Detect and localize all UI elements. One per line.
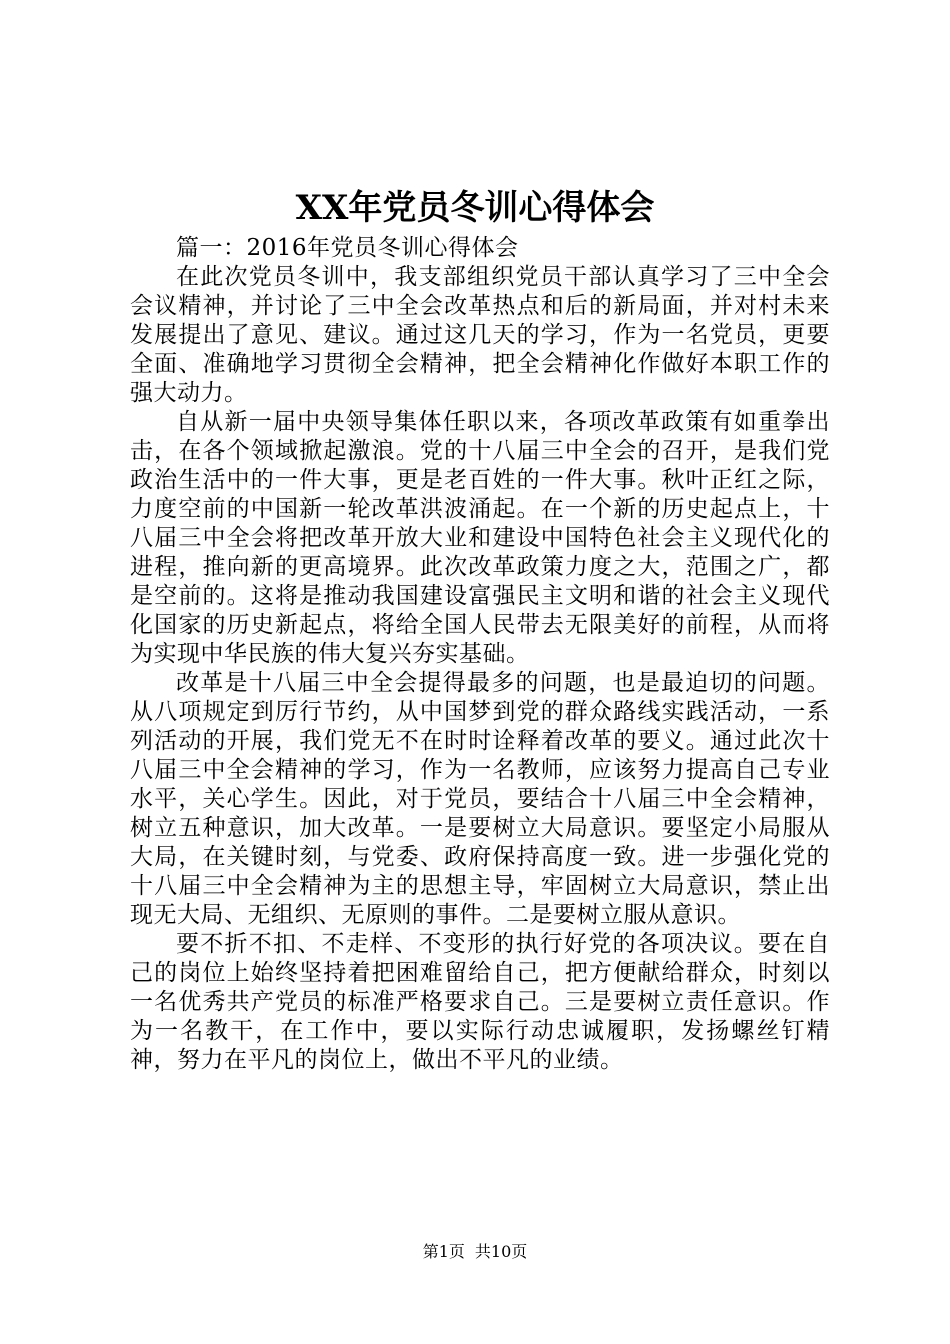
paragraph: 自从新一届中央领导集体任职以来，各项改革政策有如重拳出击，在各个领域掀起激浪。党的十八届三中全会的召开，是我们党政治生活中的一件大事，更是老百姓的一件大事。秋叶正红之际，力度空前的中国新一轮改革洪波涌起。在一个新的历史起点上，十八届三中全会将把改革开放大业和建设中国特色社会主义现代化的进程，推向新的更高境界。此次改革政策力度之大，范围之广，都是空前的。这将是推动我国建设富强民主文明和谐的社会主义现代化国家的历史新起点，将给全国人民带去无限美好的前程，从而将为实现中华民族的伟大复兴夯实基础。 <box>130 409 830 667</box>
page-footer <box>0 1241 950 1263</box>
page-number: 第1页 <box>422 1242 465 1261</box>
paragraph: 改革是十八届三中全会提得最多的问题，也是最迫切的问题。从八项规定到厉行节约，从中国梦到党的群众路线实践活动，一系列活动的开展，我们党无不在时时诠释着改革的要义。通过此次十八届三中全会精神的学习，作为一名教师，应该努力提高自己专业水平，关心学生。因此，对于党员，要结合十八届三中全会精神，树立五种意识，加大改革。一是要树立大局意识。要坚定小局服从大局，在关键时刻，与党委、政府保持高度一致。进一步强化党的十八届三中全会精神为主的思想主导，牢固树立大局意识，禁止出现无大局、无组织、无原则的事件。二是要树立服从意识。 <box>130 670 830 928</box>
page-title: XX年党员冬训心得体会 <box>295 188 655 228</box>
paragraph: 在此次党员冬训中，我支部组织党员干部认真学习了三中全会会议精神，并讨论了三中全会改革热点和后的新局面，并对村未来发展提出了意见、建议。通过这几天的学习，作为一名党员，更要全面、准确地学习贯彻全会精神，把全会精神化作做好本职工作的强大动力。 <box>130 264 830 406</box>
section-heading: 篇一：2016年党员冬训心得体会 <box>176 235 519 261</box>
document-body <box>130 234 830 1075</box>
paragraph: 要不折不扣、不走样、不变形的执行好党的各项决议。要在自己的岗位上始终坚持着把困难留给自己，把方便献给群众，时刻以一名优秀共产党员的标准严格要求自己。三是要树立责任意识。作为一名教干，在工作中，要以实际行动忠诚履职，发扬螺丝钉精神，努力在平凡的岗位上，做出不平凡的业绩。 <box>130 931 830 1073</box>
page-total: 共10页 <box>474 1242 528 1261</box>
